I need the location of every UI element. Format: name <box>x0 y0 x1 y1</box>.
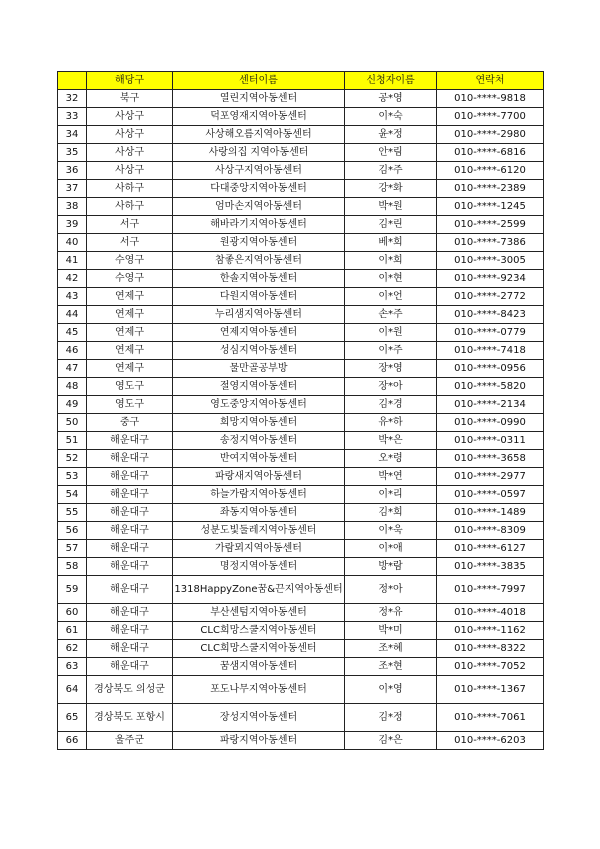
table-row <box>58 378 544 396</box>
table-row <box>58 180 544 198</box>
row-number-cell: 42 <box>58 270 87 288</box>
table-row <box>58 198 544 216</box>
center-name-cell: 가람뫼지역아동센터 <box>173 540 345 558</box>
center-name-cell: 장성지역아동센터 <box>173 704 345 732</box>
district-cell: 해운대구 <box>87 450 173 468</box>
contact-cell: 010-****-6127 <box>437 540 544 558</box>
table-row <box>58 504 544 522</box>
table-row <box>58 126 544 144</box>
district-cell: 해운대구 <box>87 576 173 604</box>
center-name-cell: 송정지역아동센터 <box>173 432 345 450</box>
table-row <box>58 558 544 576</box>
contact-cell: 010-****-2977 <box>437 468 544 486</box>
center-name-cell: 파랑새지역아동센터 <box>173 468 345 486</box>
district-cell: 해운대구 <box>87 486 173 504</box>
table-row <box>58 108 544 126</box>
contact-cell: 010-****-8309 <box>437 522 544 540</box>
applicant-name-cell: 박*은 <box>345 432 437 450</box>
district-cell: 연제구 <box>87 324 173 342</box>
center-name-cell: 성심지역아동센터 <box>173 342 345 360</box>
center-name-cell: CLC희망스쿨지역아동센터 <box>173 640 345 658</box>
table-row <box>58 486 544 504</box>
contact-cell: 010-****-7052 <box>437 658 544 676</box>
contact-cell: 010-****-7061 <box>437 704 544 732</box>
center-name-cell: 원광지역아동센터 <box>173 234 345 252</box>
row-number-cell: 46 <box>58 342 87 360</box>
center-name-cell: 누리샘지역아동센터 <box>173 306 345 324</box>
contact-cell: 010-****-2980 <box>437 126 544 144</box>
applicant-name-cell: 김*은 <box>345 732 437 750</box>
row-number-cell: 66 <box>58 732 87 750</box>
applicant-name-cell: 정*아 <box>345 576 437 604</box>
table-row <box>58 432 544 450</box>
contact-cell: 010-****-9818 <box>437 90 544 108</box>
district-cell: 해운대구 <box>87 658 173 676</box>
contact-cell: 010-****-7386 <box>437 234 544 252</box>
table-row <box>58 604 544 622</box>
district-cell: 해운대구 <box>87 604 173 622</box>
row-number-cell: 65 <box>58 704 87 732</box>
table-row <box>58 732 544 750</box>
center-name-cell: 열린지역아동센터 <box>173 90 345 108</box>
district-cell: 경상북도 의성군 <box>87 676 173 704</box>
contact-cell: 010-****-5820 <box>437 378 544 396</box>
table-row <box>58 324 544 342</box>
center-name-cell: 다대중앙지역아동센터 <box>173 180 345 198</box>
center-name-cell: 꿈샘지역아동센터 <box>173 658 345 676</box>
row-number-cell: 33 <box>58 108 87 126</box>
row-number-cell: 49 <box>58 396 87 414</box>
district-cell: 서구 <box>87 234 173 252</box>
district-cell: 사상구 <box>87 108 173 126</box>
contact-cell: 010-****-0311 <box>437 432 544 450</box>
center-name-cell: 명정지역아동센터 <box>173 558 345 576</box>
center-name-cell: 해바라기지역아동센터 <box>173 216 345 234</box>
table-row <box>58 144 544 162</box>
contact-cell: 010-****-8322 <box>437 640 544 658</box>
row-number-cell: 64 <box>58 676 87 704</box>
applicant-name-cell: 김*희 <box>345 504 437 522</box>
table-row <box>58 216 544 234</box>
district-cell: 연제구 <box>87 360 173 378</box>
contact-cell: 010-****-2389 <box>437 180 544 198</box>
table-row <box>58 576 544 604</box>
applicant-name-cell: 조*현 <box>345 658 437 676</box>
center-name-cell: 영도중앙지역아동센터 <box>173 396 345 414</box>
table-row <box>58 658 544 676</box>
center-name-cell: 다원지역아동센터 <box>173 288 345 306</box>
contact-cell: 010-****-6120 <box>437 162 544 180</box>
table-row <box>58 540 544 558</box>
contact-cell: 010-****-3005 <box>437 252 544 270</box>
contact-cell: 010-****-8423 <box>437 306 544 324</box>
applicant-name-cell: 김*린 <box>345 216 437 234</box>
applicant-name-cell: 이*언 <box>345 288 437 306</box>
contact-cell: 010-****-0990 <box>437 414 544 432</box>
table-header-row <box>58 72 544 90</box>
table-row <box>58 396 544 414</box>
row-number-cell: 52 <box>58 450 87 468</box>
district-cell: 해운대구 <box>87 522 173 540</box>
applicant-name-cell: 김*경 <box>345 396 437 414</box>
contact-cell: 010-****-3658 <box>437 450 544 468</box>
applicant-name-cell: 이*숙 <box>345 108 437 126</box>
header-contact: 연락처 <box>437 72 544 90</box>
center-name-cell: 한솔지역아동센터 <box>173 270 345 288</box>
applicant-name-cell: 박*미 <box>345 622 437 640</box>
contact-cell: 010-****-0779 <box>437 324 544 342</box>
district-cell: 수영구 <box>87 270 173 288</box>
district-cell: 북구 <box>87 90 173 108</box>
district-cell: 연제구 <box>87 342 173 360</box>
applicant-name-cell: 김*주 <box>345 162 437 180</box>
row-number-cell: 36 <box>58 162 87 180</box>
contact-cell: 010-****-2599 <box>437 216 544 234</box>
table-row <box>58 450 544 468</box>
table-row <box>58 704 544 732</box>
row-number-cell: 56 <box>58 522 87 540</box>
row-number-cell: 37 <box>58 180 87 198</box>
district-cell: 사하구 <box>87 180 173 198</box>
district-cell: 해운대구 <box>87 558 173 576</box>
district-cell: 해운대구 <box>87 622 173 640</box>
applicant-name-cell: 유*하 <box>345 414 437 432</box>
center-name-cell: 반여지역아동센터 <box>173 450 345 468</box>
district-cell: 해운대구 <box>87 504 173 522</box>
applicant-name-cell: 이*애 <box>345 540 437 558</box>
center-name-cell: 덕포영재지역아동센터 <box>173 108 345 126</box>
table-row <box>58 306 544 324</box>
center-name-cell: 1318HappyZone꿈&끈지역아동센터 <box>173 576 345 604</box>
center-name-cell: 참좋은지역아동센터 <box>173 252 345 270</box>
center-name-cell: 좌동지역아동센터 <box>173 504 345 522</box>
applicant-name-cell: 박*연 <box>345 468 437 486</box>
header-applicant-name: 신청자이름 <box>345 72 437 90</box>
row-number-cell: 32 <box>58 90 87 108</box>
row-number-cell: 35 <box>58 144 87 162</box>
contact-cell: 010-****-9234 <box>437 270 544 288</box>
applicant-name-cell: 이*욱 <box>345 522 437 540</box>
center-name-cell: 포도나무지역아동센터 <box>173 676 345 704</box>
applicant-name-cell: 강*화 <box>345 180 437 198</box>
district-cell: 서구 <box>87 216 173 234</box>
district-cell: 수영구 <box>87 252 173 270</box>
header-no <box>58 72 87 90</box>
applicant-name-cell: 윤*정 <box>345 126 437 144</box>
center-name-cell: CLC희망스쿨지역아동센터 <box>173 622 345 640</box>
table-row <box>58 622 544 640</box>
row-number-cell: 38 <box>58 198 87 216</box>
row-number-cell: 41 <box>58 252 87 270</box>
district-cell: 해운대구 <box>87 640 173 658</box>
center-name-cell: 하늘가람지역아동센터 <box>173 486 345 504</box>
district-cell: 중구 <box>87 414 173 432</box>
table-row <box>58 270 544 288</box>
applicant-name-cell: 손*주 <box>345 306 437 324</box>
row-number-cell: 54 <box>58 486 87 504</box>
applicant-name-cell: 안*림 <box>345 144 437 162</box>
district-cell: 연제구 <box>87 306 173 324</box>
row-number-cell: 57 <box>58 540 87 558</box>
row-number-cell: 47 <box>58 360 87 378</box>
row-number-cell: 58 <box>58 558 87 576</box>
contact-cell: 010-****-6203 <box>437 732 544 750</box>
district-cell: 해운대구 <box>87 432 173 450</box>
center-name-cell: 희망지역아동센터 <box>173 414 345 432</box>
row-number-cell: 45 <box>58 324 87 342</box>
table-row <box>58 676 544 704</box>
applicant-name-cell: 방*람 <box>345 558 437 576</box>
district-cell: 사하구 <box>87 198 173 216</box>
center-name-cell: 사랑의집 지역아동센터 <box>173 144 345 162</box>
applicant-name-cell: 이*희 <box>345 252 437 270</box>
row-number-cell: 61 <box>58 622 87 640</box>
district-cell: 영도구 <box>87 396 173 414</box>
center-name-cell: 부산센텀지역아동센터 <box>173 604 345 622</box>
contact-cell: 010-****-1367 <box>437 676 544 704</box>
table-row <box>58 468 544 486</box>
applicant-name-cell: 정*유 <box>345 604 437 622</box>
row-number-cell: 59 <box>58 576 87 604</box>
applicant-name-cell: 공*영 <box>345 90 437 108</box>
contact-cell: 010-****-1489 <box>437 504 544 522</box>
header-center-name: 센터이름 <box>173 72 345 90</box>
center-name-cell: 성분도빛둘레지역아동센터 <box>173 522 345 540</box>
center-name-cell: 엄마손지역아동센터 <box>173 198 345 216</box>
table-row <box>58 640 544 658</box>
applicant-name-cell: 이*리 <box>345 486 437 504</box>
center-name-cell: 사상구지역아동센터 <box>173 162 345 180</box>
header-district: 해당구 <box>87 72 173 90</box>
district-cell: 사상구 <box>87 162 173 180</box>
row-number-cell: 53 <box>58 468 87 486</box>
table-body <box>58 90 544 750</box>
center-name-cell: 사상해오름지역아동센터 <box>173 126 345 144</box>
applicant-name-cell: 오*령 <box>345 450 437 468</box>
contact-cell: 010-****-2134 <box>437 396 544 414</box>
district-cell: 해운대구 <box>87 468 173 486</box>
center-name-cell: 절영지역아동센터 <box>173 378 345 396</box>
row-number-cell: 39 <box>58 216 87 234</box>
row-number-cell: 48 <box>58 378 87 396</box>
table-row <box>58 162 544 180</box>
contact-cell: 010-****-6816 <box>437 144 544 162</box>
table-row <box>58 90 544 108</box>
row-number-cell: 43 <box>58 288 87 306</box>
table-row <box>58 234 544 252</box>
applicant-name-cell: 조*혜 <box>345 640 437 658</box>
table-row <box>58 342 544 360</box>
row-number-cell: 62 <box>58 640 87 658</box>
applicant-name-cell: 박*원 <box>345 198 437 216</box>
center-applicant-table <box>57 71 544 750</box>
applicant-name-cell: 이*현 <box>345 270 437 288</box>
contact-cell: 010-****-1245 <box>437 198 544 216</box>
table-row <box>58 360 544 378</box>
center-name-cell: 연제지역아동센터 <box>173 324 345 342</box>
applicant-name-cell: 장*아 <box>345 378 437 396</box>
district-cell: 연제구 <box>87 288 173 306</box>
contact-cell: 010-****-4018 <box>437 604 544 622</box>
table-row <box>58 252 544 270</box>
table-row <box>58 288 544 306</box>
district-cell: 경상북도 포항시 <box>87 704 173 732</box>
contact-cell: 010-****-7700 <box>437 108 544 126</box>
row-number-cell: 60 <box>58 604 87 622</box>
district-cell: 해운대구 <box>87 540 173 558</box>
contact-cell: 010-****-0597 <box>437 486 544 504</box>
row-number-cell: 63 <box>58 658 87 676</box>
district-cell: 울주군 <box>87 732 173 750</box>
row-number-cell: 50 <box>58 414 87 432</box>
district-cell: 사상구 <box>87 144 173 162</box>
row-number-cell: 51 <box>58 432 87 450</box>
contact-cell: 010-****-1162 <box>437 622 544 640</box>
applicant-name-cell: 이*원 <box>345 324 437 342</box>
contact-cell: 010-****-7418 <box>437 342 544 360</box>
contact-cell: 010-****-0956 <box>437 360 544 378</box>
district-cell: 사상구 <box>87 126 173 144</box>
applicant-name-cell: 이*주 <box>345 342 437 360</box>
contact-cell: 010-****-3835 <box>437 558 544 576</box>
center-name-cell: 파랑지역아동센터 <box>173 732 345 750</box>
applicant-name-cell: 장*영 <box>345 360 437 378</box>
row-number-cell: 34 <box>58 126 87 144</box>
center-name-cell: 물만골공부방 <box>173 360 345 378</box>
applicant-name-cell: 김*정 <box>345 704 437 732</box>
applicant-name-cell: 이*영 <box>345 676 437 704</box>
row-number-cell: 40 <box>58 234 87 252</box>
applicant-name-cell: 베*희 <box>345 234 437 252</box>
contact-cell: 010-****-7997 <box>437 576 544 604</box>
row-number-cell: 55 <box>58 504 87 522</box>
contact-cell: 010-****-2772 <box>437 288 544 306</box>
row-number-cell: 44 <box>58 306 87 324</box>
table-row <box>58 522 544 540</box>
district-cell: 영도구 <box>87 378 173 396</box>
table-row <box>58 414 544 432</box>
